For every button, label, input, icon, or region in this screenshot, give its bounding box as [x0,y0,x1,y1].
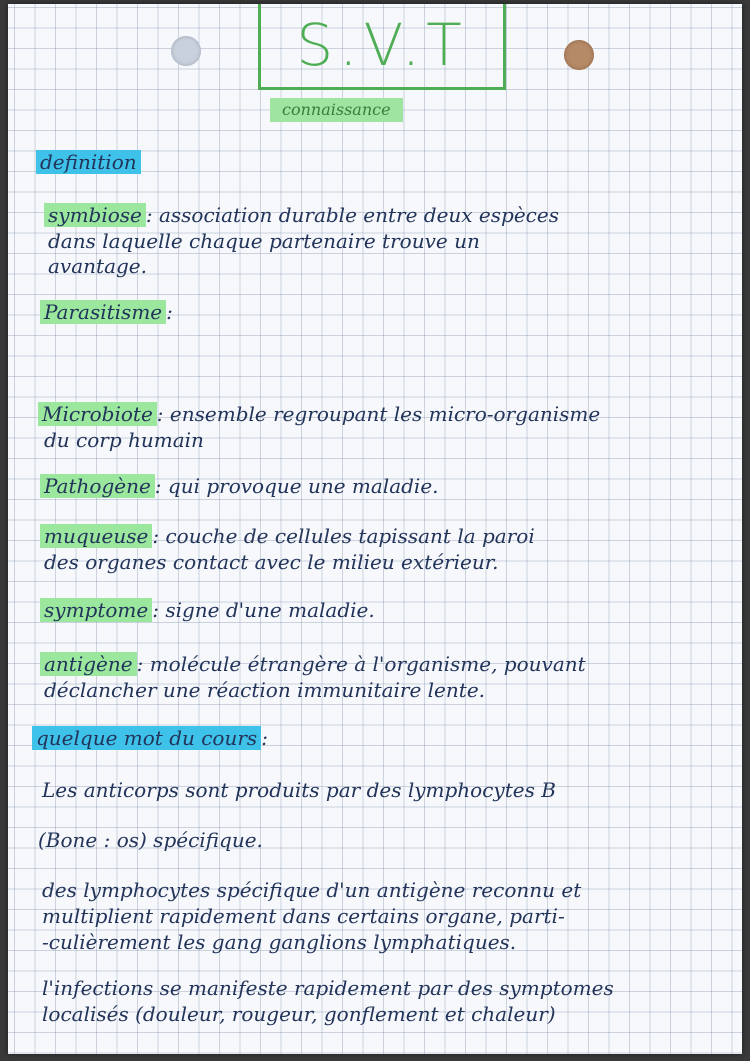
course-line: localisés (douleur, rougeur, gonflement et chaleur) [42,1002,556,1026]
definition-heading-row [36,150,141,174]
course-line: multiplient rapidement dans certains organe, parti- [42,904,565,928]
definition-row: Pathogène : qui provoque une maladie. [40,474,439,498]
definition-text: signe d'une maladie. [165,598,375,622]
definition-text: couche de cellules tapissant la paroi [165,524,535,548]
term-antigene: antigène [40,652,137,676]
definition-row: symbiose : association durable entre deux espèces [44,203,559,227]
definition-text: déclancher une réaction immunitaire lente. [44,678,486,702]
definition-text: des organes contact avec le milieu extérieur. [44,550,499,574]
definition-row: Microbiote : ensemble regroupant les micro-organisme [38,402,600,426]
term-symptome: symptome [40,598,152,622]
course-line: (Bone : os) spécifique. [38,828,263,852]
definition-text: avantage. [48,254,147,278]
binder-hole-right [564,40,594,70]
binder-hole-left [171,36,201,66]
notebook-page [8,4,742,1054]
definition-text: ensemble regroupant les micro-organisme [169,402,601,426]
term-parasitisme: Parasitisme [40,300,166,324]
definition-text: association durable entre deux espèces [158,203,559,227]
term-muqueuse: muqueuse [40,524,152,548]
page-title: S.V.T [296,11,468,79]
title-box [258,4,506,90]
term-microbiote: Microbiote [38,402,157,426]
course-heading: quelque mot du cours [32,726,261,750]
course-line: -culièrement les gang ganglions lymphatiques. [42,930,517,954]
course-line: Les anticorps sont produits par des lymphocytes B [42,778,556,802]
definition-row: symptome : signe d'une maladie. [40,598,375,622]
definition-text: dans laquelle chaque partenaire trouve un [48,229,480,253]
definition-row: Parasitisme : [40,300,173,324]
course-line: l'infections se manifeste rapidement par des symptomes [42,976,614,1000]
definition-heading: definition [36,150,141,174]
definition-row: muqueuse : couche de cellules tapissant la paroi [40,524,535,548]
definition-row: antigène : molécule étrangère à l'organisme, pouvant [40,652,586,676]
definition-text: du corp humain [44,428,204,452]
definition-text: qui provoque une maladie. [167,474,439,498]
course-heading-row: quelque mot du cours : [32,726,268,750]
term-pathogene: Pathogène [40,474,155,498]
definition-text: molécule étrangère à l'organisme, pouvant [149,652,586,676]
term-symbiose: symbiose [44,203,146,227]
page-subtitle: connaissance [270,98,403,122]
course-line: des lymphocytes spécifique d'un antigène reconnu et [42,878,582,902]
